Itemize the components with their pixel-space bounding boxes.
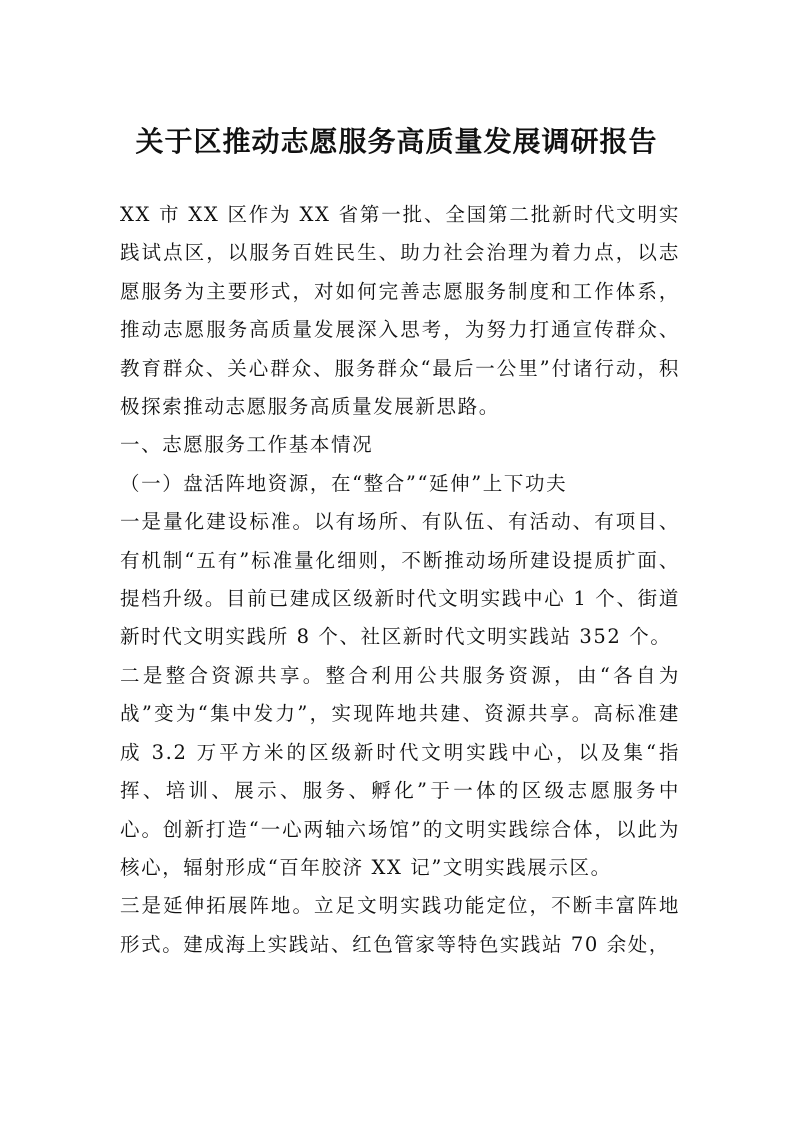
- subsection-heading-1: （一）盘活阵地资源，在“整合”“延伸”上下功夫: [120, 471, 568, 495]
- paragraph-standard: 一是量化建设标准。以有场所、有队伍、有活动、有项目、有机制“五有”标准量化细则，不断推动场所建设提质扩面、提档升级。目前已建成区级新时代文明实践中心 1 个、街道新时代文明实践所 8 个、社区新时代文明实践站 352 个。: [120, 510, 680, 649]
- paragraph-resource-sharing: 二是整合资源共享。整合利用公共服务资源，由“各自为战”变为“集中发力”，实现阵地共建、资源共享。高标准建成 3.2 万平方米的区级新时代文明实践中心，以及集“指挥、培训、展示、服务、孵化”于一体的区级志愿服务中心。创新打造“一心两轴六场馆”的文明实践综合体，以此为核心，辐射形成“百年胶济 XX 记”文明实践展示区。: [120, 663, 680, 879]
- section-heading-1: 一、志愿服务工作基本情况: [120, 433, 374, 457]
- paragraph-intro: XX 市 XX 区作为 XX 省第一批、全国第二批新时代文明实践试点区，以服务百姓民生、助力社会治理为着力点，以志愿服务为主要形式，对如何完善志愿服务制度和工作体系，推动志愿服务高质量发展深入思考，为努力打通宣传群众、教育群众、关心群众、服务群众“最后一公里”付诸行动，积极探索推动志愿服务高质量发展新思路。: [120, 203, 680, 419]
- paragraph-extension: 三是延伸拓展阵地。立足文明实践功能定位，不断丰富阵地形式。建成海上实践站、红色管家等特色实践站 70 余处，: [120, 894, 680, 956]
- document-title: 关于区推动志愿服务高质量发展调研报告: [135, 125, 658, 158]
- document-body: [120, 196, 680, 964]
